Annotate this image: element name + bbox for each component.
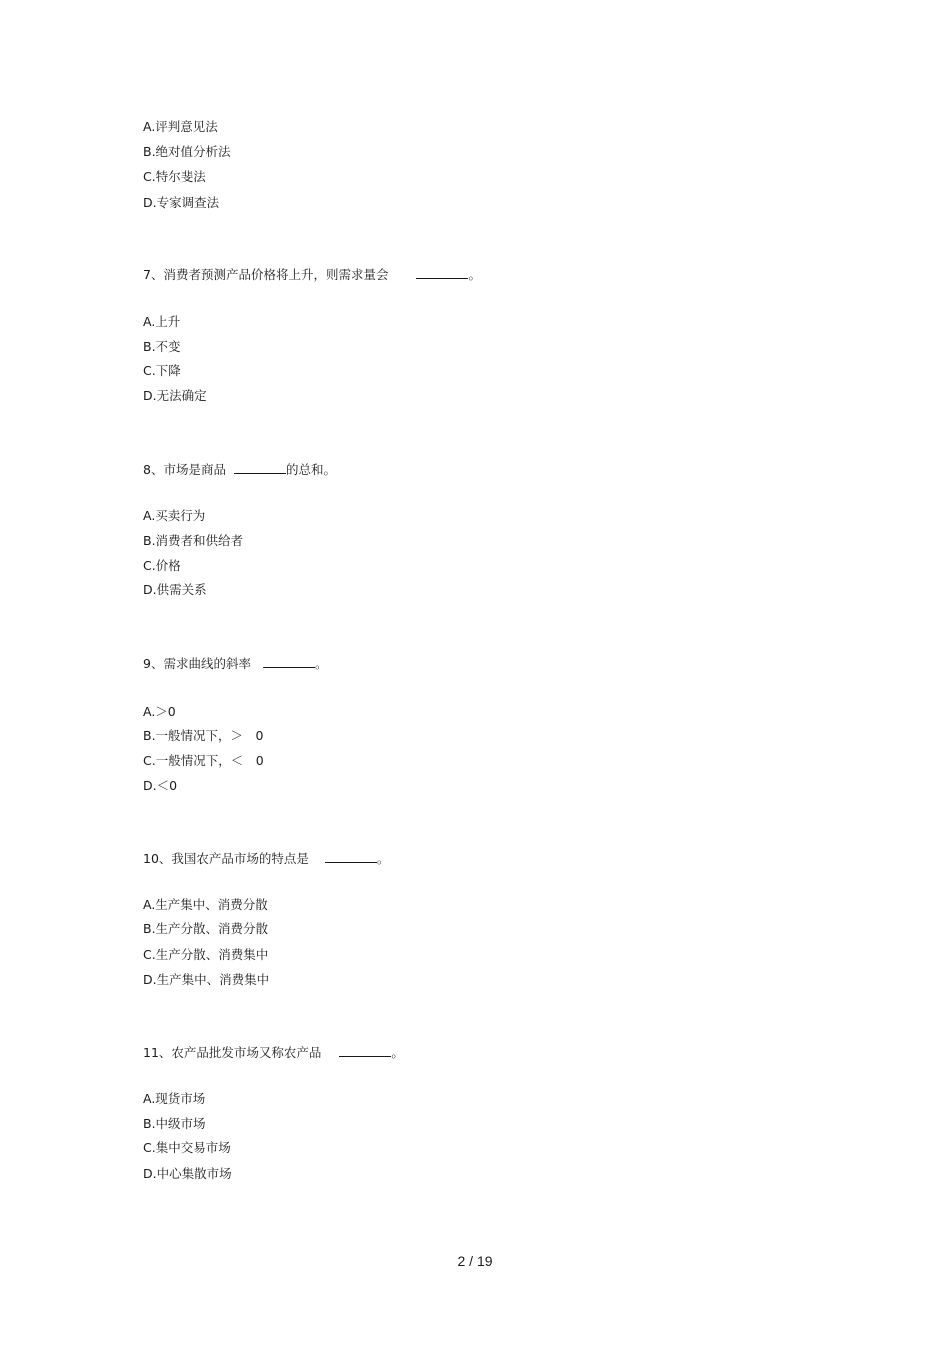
question-7-option-b: B.不变 — [143, 339, 181, 354]
option-prev-a: A.评判意见法 — [143, 119, 218, 134]
question-10-option-c: C.生产分散、消费集中 — [143, 947, 269, 962]
question-8-blank — [234, 461, 286, 474]
question-10-text: 10、我国农产品市场的特点是 — [143, 851, 309, 866]
question-7-option-d: D.无法确定 — [143, 388, 207, 403]
question-9-option-c: C.一般情况下，＜ 0 — [143, 753, 264, 768]
question-9-option-b: B.一般情况下，＞ 0 — [143, 728, 264, 743]
question-9-stem — [143, 655, 327, 672]
question-10-suffix: 。 — [376, 851, 390, 866]
question-8-suffix: 的总和。 — [285, 462, 336, 477]
question-8-text: 8、市场是商品 — [143, 462, 226, 477]
question-9-blank — [263, 655, 315, 668]
question-7-suffix: 。 — [468, 267, 481, 282]
question-7-option-a: A.上升 — [143, 314, 181, 329]
question-7-blank — [416, 266, 468, 279]
question-8-option-a: A.买卖行为 — [143, 508, 206, 523]
question-7-option-c: C.下降 — [143, 363, 181, 378]
question-10-option-d: D.生产集中、消费集中 — [143, 972, 270, 987]
question-11-stem — [143, 1044, 404, 1061]
question-11-option-a: A.现货市场 — [143, 1091, 206, 1106]
option-prev-b: B.绝对值分析法 — [143, 144, 231, 159]
question-11-option-c: C.集中交易市场 — [143, 1140, 231, 1155]
question-11-suffix: 。 — [391, 1045, 404, 1060]
option-prev-c: C.特尔斐法 — [143, 169, 206, 184]
option-prev-d: D.专家调查法 — [143, 195, 220, 210]
question-9-option-a: A.＞0 — [143, 704, 176, 719]
question-10-stem — [143, 850, 389, 867]
question-9-text: 9、需求曲线的斜率 — [143, 656, 251, 671]
question-11-option-b: B.中级市场 — [143, 1116, 206, 1131]
question-7-stem — [143, 266, 481, 283]
question-9-suffix: 。 — [314, 656, 328, 671]
question-8-option-c: C.价格 — [143, 558, 181, 573]
question-9-option-d: D.＜0 — [143, 778, 178, 793]
question-10-option-b: B.生产分散、消费分散 — [143, 921, 269, 936]
question-8-stem — [143, 461, 336, 478]
question-11-blank — [339, 1044, 391, 1057]
question-10-blank — [325, 850, 377, 863]
question-11-option-d: D.中心集散市场 — [143, 1166, 232, 1181]
question-7-text: 7、消费者预测产品价格将上升，则需求量会 — [143, 267, 389, 282]
question-8-option-b: B.消费者和供给者 — [143, 533, 244, 548]
page-number: 2 / 19 — [457, 1253, 493, 1269]
question-10-option-a: A.生产集中、消费分散 — [143, 897, 268, 912]
question-11-text: 11、农产品批发市场又称农产品 — [143, 1045, 322, 1060]
question-8-option-d: D.供需关系 — [143, 582, 207, 597]
